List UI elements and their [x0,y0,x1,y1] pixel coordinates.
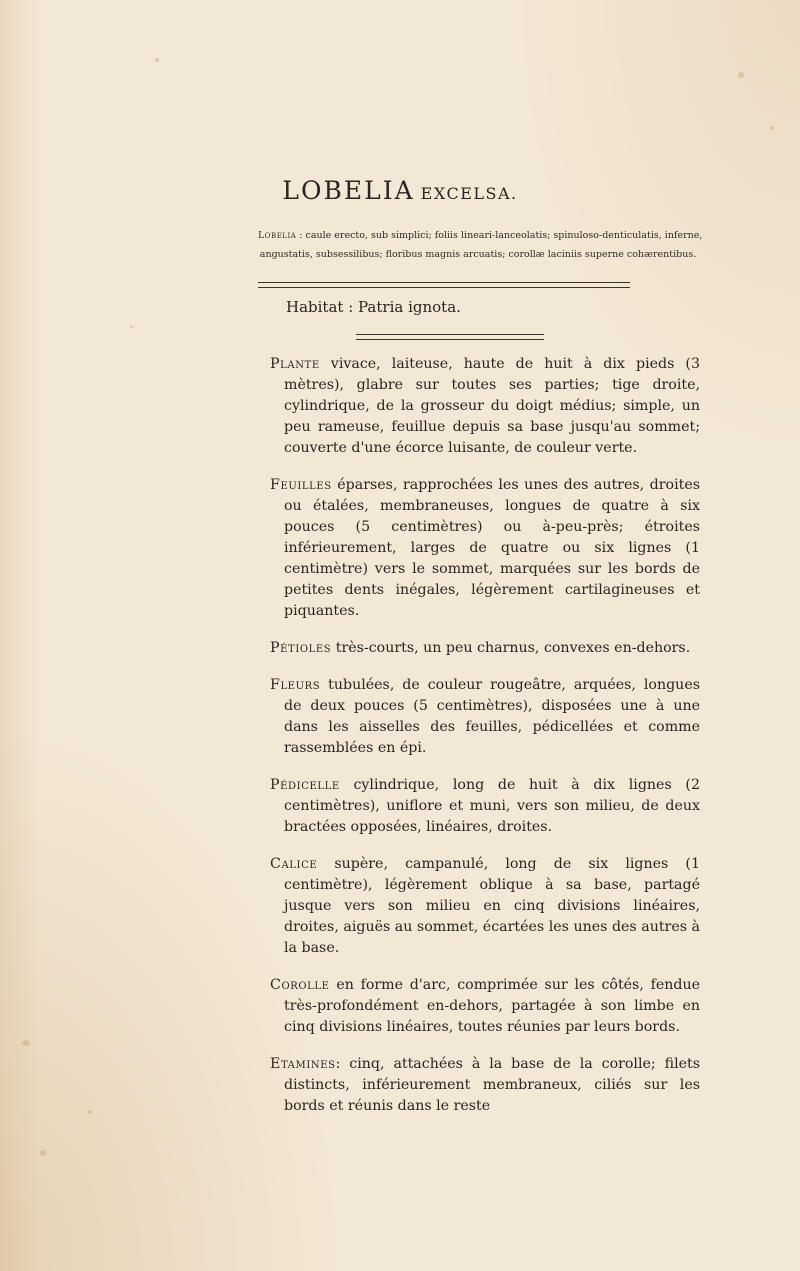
paragraph-text: en forme d'arc, comprimée sur les côtés, fendue très-profondément en-dehors, partagée à son limbe en cinq divisions linéaires, toutes réunies par leurs bords. [284,977,700,1035]
paragraph-etamines [270,1054,700,1117]
paragraph-lead: Corolle [270,977,330,993]
foxing-spot [770,126,774,130]
diagnosis-line-1: : caule erecto, sub simplici; foliis lineari-lanceolatis; spinuloso-denticulatis, inferne, [296,230,703,241]
paragraph-feuilles [270,475,700,622]
foxing-spot [22,1040,30,1046]
foxing-spot [738,72,744,78]
description-body [270,354,700,1133]
paragraph-text: : cinq, attachées à la base de la corolle; filets distincts, inférieurement membraneux, ciliés sur les bords et réunis dans le reste [284,1056,700,1114]
paragraph-lead: Fleurs [270,677,321,693]
foxing-spot [130,325,133,328]
title-genus: LOBELIA [282,176,415,205]
paragraph-lead: Calice [270,856,318,872]
paragraph-lead: Pédicelle [270,777,340,793]
paragraph-lead: Etamines [270,1056,336,1072]
foxing-spot [155,58,159,62]
paragraph-pedicelle [270,775,700,838]
paragraph-text: très-courts, un peu charnus, convexes en-dehors. [331,640,691,656]
paragraph-text: vivace, laiteuse, haute de huit à dix pieds (3 mètres), glabre sur toutes ses parties; tige droite, cylindrique, de la grosseur du doigt médius; simple, un peu rameuse, feuillue depuis sa base jusqu'au sommet; couverte d'une écorce luisante, de couleur verte. [284,356,700,456]
paragraph-plante [270,354,700,459]
paragraph-text: éparses, rapprochées les unes des autres, droites ou étalées, membraneuses, longues de quatre à six pouces (5 centimètres) ou à-peu-près; étroites inférieurement, larges de quatre ou six lignes (1 centimètre) vers le sommet, marquées sur les bords de petites dents inégales, légèrement cartilagineuses et piquantes. [284,477,700,619]
paragraph-petioles [270,638,700,659]
paragraph-text: cylindrique, long de huit à dix lignes (2 centimètres), uniflore et muni, vers son milieu, de deux bractées opposées, linéaires, droites. [284,777,700,835]
habitat-line: Habitat : Patria ignota. [286,298,461,316]
foxing-spot [88,1110,92,1114]
paragraph-lead: Plante [270,356,320,372]
paragraph-calice [270,854,700,959]
foxing-spot [40,1150,46,1156]
paragraph-fleurs [270,675,700,759]
paragraph-lead: Feuilles [270,477,332,493]
double-rule-top [258,282,630,288]
diagnosis-lead: Lobelia [258,230,297,241]
paragraph-corolle [270,975,700,1038]
diagnosis-line-2: angustatis, subsessilibus; floribus magnis arcuatis; corollæ laciniis superne cohærentibus. [259,249,697,260]
paragraph-text: supère, campanulé, long de six lignes (1 centimètre), légèrement oblique à sa base, partagé jusque vers son milieu en cinq divisions linéaires, droites, aiguës au sommet, écartées les unes des autres à la base. [284,856,700,956]
paragraph-text: tubulées, de couleur rougeâtre, arquées, longues de deux pouces (5 centimètres), disposées une à une dans les aisselles des feuilles, pédicellées et comme rassemblées en épi. [284,677,700,756]
page-title [0,176,800,205]
paragraph-lead: Pétioles [270,640,332,656]
latin-diagnosis [258,226,708,264]
title-species: EXCELSA. [420,184,518,203]
double-rule-middle [356,334,544,340]
